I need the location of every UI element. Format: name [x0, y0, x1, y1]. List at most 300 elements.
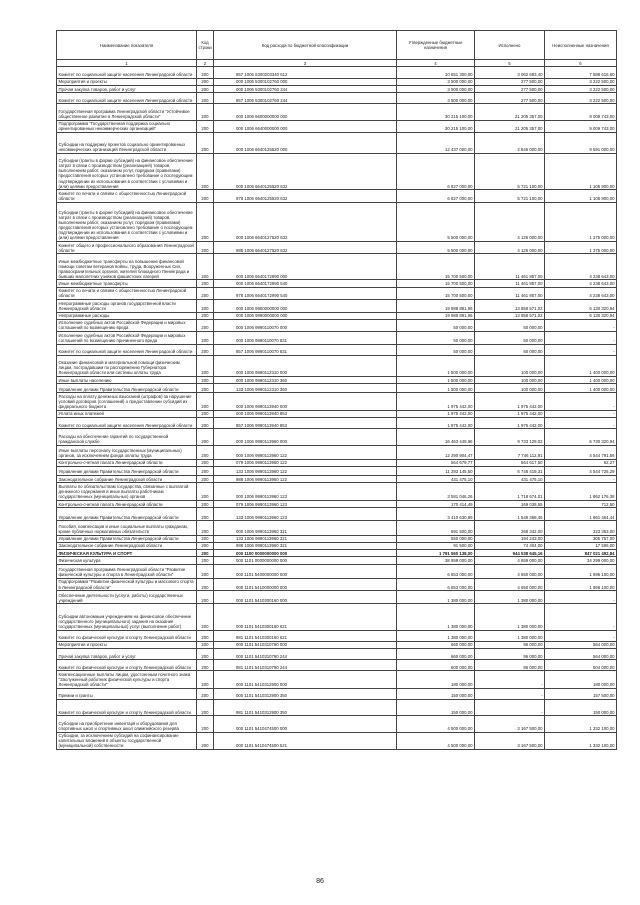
row-name: Обеспечение деятельности (услуги, работы) государственных учреждений: [57, 591, 197, 604]
row-name: Мероприятия и проекты: [57, 78, 197, 85]
row-name: Непрограммные расходы органов государственной власти Ленинградской области: [57, 300, 197, 312]
row-unexecuted: 3 222 500,00: [545, 85, 617, 92]
table-row: [57, 564, 617, 578]
table-row: [57, 93, 617, 104]
table-row: [57, 355, 617, 376]
row-name: Субсидии на поддержку проектов социально ориентированных некоммерческих организаций Ленинградской области: [57, 132, 197, 153]
row-line-code: 200: [197, 476, 214, 483]
row-unexecuted: 564 000,00: [545, 641, 617, 648]
row-budget-code: 988 1006 9990113960 122: [214, 476, 397, 483]
column-number: 5: [475, 60, 545, 67]
table-row: [57, 78, 617, 85]
table-row: [57, 557, 617, 564]
row-executed: 7 746 112,91: [475, 445, 545, 459]
row-name: Прочая закупка товаров, работ и услуг: [57, 85, 197, 92]
table-row: [57, 154, 617, 190]
row-name: Пособия, компенсации и иные социальные выплаты гражданам, кроме публичных нормативных обязательств: [57, 521, 197, 535]
table-row: [57, 649, 617, 660]
row-line-code: 200: [197, 93, 214, 104]
row-name: Комитет по печати и связям с общественностью Ленинградской области: [57, 287, 197, 299]
table-row: [57, 384, 617, 393]
row-unexecuted: 305 757,00: [545, 535, 617, 542]
row-budget-code: 000 1006 9900000000 000: [214, 300, 397, 312]
row-name: Непрограммные расходы: [57, 312, 197, 319]
row-approved: 591 500,00: [397, 521, 475, 535]
row-approved: 1 975 442,00: [397, 410, 475, 417]
row-executed: 277 500,00: [475, 85, 545, 92]
table-row: [57, 641, 617, 648]
row-executed: 277 500,00: [475, 93, 545, 104]
table-row: [57, 483, 617, 500]
row-unexecuted: 3 222 500,00: [545, 93, 617, 104]
row-executed: 50 000,00: [475, 319, 545, 331]
report-sheet: [56, 30, 616, 750]
column-number: 1: [57, 60, 197, 67]
row-executed: 4 650 000,00: [475, 564, 545, 578]
row-line-code: 200: [197, 254, 214, 280]
table-row: [57, 660, 617, 671]
row-name: Управление делами Правительства Ленинградской области: [57, 384, 197, 393]
row-approved: 3 500 000,00: [397, 85, 475, 92]
row-unexecuted: 1 105 900,00: [545, 154, 617, 190]
row-line-code: 200: [197, 120, 214, 132]
row-executed: 1 380 000,00: [475, 591, 545, 604]
row-budget-code: 133 1006 9990112310 360: [214, 384, 397, 393]
row-executed: 4 125 000,00: [475, 202, 545, 241]
table-row: [57, 418, 617, 429]
row-name: Премии и гранты: [57, 688, 197, 699]
row-budget-code: 000 1006 9990113940 000: [214, 393, 397, 410]
row-budget-code: 000 1101 5410000000 000: [214, 578, 397, 590]
row-line-code: 200: [197, 550, 214, 557]
table-row: [57, 410, 617, 417]
row-unexecuted: 1 996 100,00: [545, 578, 617, 590]
row-executed: 11 461 857,00: [475, 287, 545, 299]
row-budget-code: 981 1101 5410300160 621: [214, 630, 397, 641]
row-approved: 1 500 000,00: [397, 376, 475, 383]
row-name: Законодательное собрание Ленинградской области: [57, 542, 197, 549]
table-row: [57, 521, 617, 535]
row-name: Оказание финансовой и материальной помощи физическим лицам, пострадавшим по распоряжению Губернатора Ленинградской области или системы оплаты труда: [57, 355, 197, 376]
row-approved: 6 653 000,00: [397, 564, 475, 578]
table-row: [57, 671, 617, 688]
row-unexecuted: 6 130 320,94: [545, 312, 617, 319]
row-executed: -: [475, 671, 545, 688]
row-unexecuted: 1 375 000,00: [545, 202, 617, 241]
row-approved: 6 827 000,00: [397, 154, 475, 190]
table-row: [57, 319, 617, 331]
row-name: Управление делами Правительства Ленинградской области: [57, 466, 197, 475]
row-unexecuted: 34 299 000,00: [545, 557, 617, 564]
row-line-code: 200: [197, 508, 214, 521]
row-executed: 9 733 129,02: [475, 429, 545, 445]
row-budget-code: 079 1006 9990113960 122: [214, 459, 397, 466]
row-budget-code: 000 1006 9990113960 122: [214, 445, 397, 459]
row-line-code: 200: [197, 429, 214, 445]
row-line-code: 200: [197, 732, 214, 749]
row-line-code: 200: [197, 85, 214, 92]
row-name: Компенсационные выплаты лицам, удостоенным почетного знака "Заслуженный работник физической культуры и спорта Ленинградской области": [57, 671, 197, 688]
row-name: Комитет по физической культуре и спорту Ленинградской области: [57, 700, 197, 716]
column-number: 2: [197, 60, 214, 67]
row-name: ФИЗИЧЕСКАЯ КУЛЬТУРА И СПОРТ: [57, 550, 197, 557]
row-budget-code: 857 1006 9990113940 853: [214, 418, 397, 429]
table-row: [57, 120, 617, 132]
row-name: Подпрограмма "Государственная поддержка социально ориентированных некоммерческих организаций": [57, 120, 197, 132]
row-unexecuted: 9 009 743,00: [545, 104, 617, 120]
row-line-code: 200: [197, 716, 214, 732]
header-unexecuted: Неисполненные назначения: [545, 31, 617, 60]
row-unexecuted: 1 332 100,00: [545, 716, 617, 732]
table-row: [57, 104, 617, 120]
row-budget-code: 000 1101 5410310790 000: [214, 641, 397, 648]
row-budget-code: 000 1006 6640127520 632: [214, 202, 397, 241]
row-approved: 660 000,00: [397, 649, 475, 660]
row-budget-code: 981 1101 5410312900 350: [214, 700, 397, 716]
row-unexecuted: -: [545, 344, 617, 355]
row-budget-code: 000 1006 9990112310 000: [214, 355, 397, 376]
row-approved: 170 414,49: [397, 500, 475, 507]
row-approved: 180 000,00: [397, 671, 475, 688]
row-approved: 15 700 500,00: [397, 280, 475, 287]
row-approved: 1 380 000,00: [397, 591, 475, 604]
row-unexecuted: 1 400 000,00: [545, 384, 617, 393]
row-budget-code: 000 1101 5400000000 000: [214, 564, 397, 578]
row-name: Исполнение судебных актов Российской Федерации и мировых соглашений по возмещению причиненного вреда: [57, 332, 197, 344]
row-executed: 3 167 500,00: [475, 716, 545, 732]
row-line-code: 200: [197, 344, 214, 355]
row-line-code: 200: [197, 312, 214, 319]
header-executed: Исполнено: [475, 31, 545, 60]
row-line-code: 200: [197, 287, 214, 299]
row-approved: 50 000,00: [397, 332, 475, 344]
row-unexecuted: -: [545, 319, 617, 331]
row-unexecuted: -: [545, 410, 617, 417]
row-line-code: 200: [197, 649, 214, 660]
row-approved: 11 293 145,50: [397, 466, 475, 475]
row-unexecuted: 9 591 000,00: [545, 132, 617, 153]
row-line-code: 200: [197, 202, 214, 241]
row-approved: 16 463 449,96: [397, 429, 475, 445]
table-row: [57, 535, 617, 542]
row-approved: 1 975 442,00: [397, 418, 475, 429]
row-approved: 38 958 000,00: [397, 557, 475, 564]
table-row: [57, 312, 617, 319]
row-budget-code: 978 1006 6640125520 632: [214, 190, 397, 202]
table-row: [57, 376, 617, 383]
row-line-code: 200: [197, 132, 214, 153]
row-unexecuted: 4 544 726,29: [545, 466, 617, 475]
row-unexecuted: 62,27: [545, 459, 617, 466]
row-approved: 50 000,00: [397, 344, 475, 355]
row-line-code: 200: [197, 660, 214, 671]
row-executed: 1 718 674,01: [475, 483, 545, 500]
row-executed: 431 475,10: [475, 476, 545, 483]
row-approved: 15 700 500,00: [397, 254, 475, 280]
row-name: Контрольно-счетная палата Ленинградской области: [57, 500, 197, 507]
row-approved: 3 581 046,26: [397, 483, 475, 500]
row-budget-code: 133 1006 9990113960 321: [214, 535, 397, 542]
row-line-code: 200: [197, 241, 214, 253]
table-row: [57, 190, 617, 202]
table-row: [57, 604, 617, 630]
row-approved: 1 380 000,00: [397, 604, 475, 630]
column-number: 4: [397, 60, 475, 67]
column-number: 3: [214, 60, 397, 67]
row-approved: 12 437 000,00: [397, 132, 475, 153]
row-line-code: 200: [197, 319, 214, 331]
row-executed: 50 000,00: [475, 344, 545, 355]
row-line-code: 200: [197, 466, 214, 475]
header-name: Наименование показателя: [57, 31, 197, 60]
row-budget-code: 857 1006 9990110070 831: [214, 344, 397, 355]
table-row: [57, 476, 617, 483]
column-number: 6: [545, 60, 617, 67]
row-unexecuted: 1 400 000,00: [545, 355, 617, 376]
row-executed: 1 380 000,00: [475, 604, 545, 630]
row-unexecuted: -: [545, 604, 617, 630]
row-unexecuted: -: [545, 476, 617, 483]
row-approved: 1 500 000,00: [397, 355, 475, 376]
row-name: Мероприятия и проекты: [57, 641, 197, 648]
row-executed: 1 975 442,00: [475, 418, 545, 429]
table-row: [57, 591, 617, 604]
row-executed: 96 000,00: [475, 660, 545, 671]
table-row: [57, 393, 617, 410]
row-budget-code: 000 1006 9990112310 360: [214, 376, 397, 383]
row-approved: 150 000,00: [397, 688, 475, 699]
row-executed: 13 858 571,02: [475, 300, 545, 312]
row-name: Субсидии автономным учреждениям на финансовое обеспечение государственного (муниципального) задания на оказание государственных (муниципальных) услуг (выполнение работ): [57, 604, 197, 630]
row-line-code: 200: [197, 393, 214, 410]
row-budget-code: 133 1006 9990113960 123: [214, 508, 397, 521]
expenditure-table: [56, 30, 617, 750]
row-line-code: 200: [197, 332, 214, 344]
row-name: Уплата иных платежей: [57, 410, 197, 417]
row-budget-code: 988 1006 9990113960 321: [214, 542, 397, 549]
row-line-code: 200: [197, 535, 214, 542]
row-approved: 50 000,00: [397, 319, 475, 331]
row-budget-code: 000 1006 9990113960 000: [214, 429, 397, 445]
row-line-code: 200: [197, 355, 214, 376]
row-line-code: 200: [197, 521, 214, 535]
row-line-code: 200: [197, 410, 214, 417]
row-executed: 2 846 000,00: [475, 132, 545, 153]
row-unexecuted: 17 596,00: [545, 542, 617, 549]
page-number: 86: [316, 878, 324, 885]
row-budget-code: 000 1006 5300102760 000: [214, 78, 397, 85]
row-name: Комитет по социальной защите населения Ленинградской области: [57, 344, 197, 355]
row-executed: -: [475, 700, 545, 716]
row-budget-code: 000 1006 9990110070 831: [214, 332, 397, 344]
row-approved: 1 975 442,00: [397, 393, 475, 410]
row-budget-code: 000 1006 6600000000 000: [214, 104, 397, 120]
row-name: Субсидии, за исключением субсидий на софинансирование капитальных вложений в объекты государственной (муниципальной) собственности: [57, 732, 197, 749]
row-unexecuted: 9 009 743,00: [545, 120, 617, 132]
row-name: Комитет по печати и связям с общественностью Ленинградской области: [57, 190, 197, 202]
table-row: [57, 459, 617, 466]
row-unexecuted: -: [545, 630, 617, 641]
table-row: [57, 445, 617, 459]
row-approved: 4 500 000,00: [397, 716, 475, 732]
table-row: [57, 578, 617, 590]
header-approved: Утвержденные бюджетные назначения: [397, 31, 475, 60]
row-executed: 277 500,00: [475, 78, 545, 85]
row-executed: 194 243,00: [475, 535, 545, 542]
row-executed: 4 650 000,00: [475, 578, 545, 590]
row-budget-code: 000 1006 6640125520 632: [214, 154, 397, 190]
table-row: [57, 466, 617, 475]
row-name: Государственная программа Ленинградской области "Развитие физической культуры и спорта в Ленинградской области": [57, 564, 197, 578]
table-row: [57, 508, 617, 521]
table-row: [57, 67, 617, 78]
row-name: Комитет по физической культуре и спорту Ленинградской области: [57, 660, 197, 671]
row-name: Исполнение судебных актов Российской Федерации и мировых соглашений по возмещению вреда: [57, 319, 197, 331]
row-executed: 1 975 442,00: [475, 393, 545, 410]
row-executed: 169 038,55: [475, 500, 545, 507]
row-line-code: 200: [197, 604, 214, 630]
row-line-code: 200: [197, 483, 214, 500]
row-line-code: 200: [197, 688, 214, 699]
row-executed: 11 461 857,00: [475, 280, 545, 287]
row-budget-code: 000 1006 9990113960 321: [214, 521, 397, 535]
row-budget-code: 000 1101 5410300160 621: [214, 604, 397, 630]
row-executed: 96 000,00: [475, 649, 545, 660]
row-line-code: 200: [197, 700, 214, 716]
row-name: Иные выплаты населению: [57, 376, 197, 383]
row-approved: 12 290 904,47: [397, 445, 475, 459]
row-executed: 3 062 683,40: [475, 67, 545, 78]
row-executed: -: [475, 688, 545, 699]
row-executed: 564 617,50: [475, 459, 545, 466]
table-row: [57, 344, 617, 355]
table-row: [57, 202, 617, 241]
row-executed: 100 000,00: [475, 384, 545, 393]
row-line-code: 200: [197, 557, 214, 564]
row-executed: 21 205 357,00: [475, 104, 545, 120]
row-approved: 5 500 000,00: [397, 202, 475, 241]
row-executed: 4 659 000,00: [475, 557, 545, 564]
row-unexecuted: 4 238 643,00: [545, 254, 617, 280]
row-budget-code: 000 1100 0000000000 000: [214, 550, 397, 557]
row-name: Подпрограмма "Развитие физической культуры и массового спорта в Ленинградской области": [57, 578, 197, 590]
row-unexecuted: 1 862 176,38: [545, 483, 617, 500]
row-approved: 91 500,00: [397, 542, 475, 549]
row-executed: 13 858 571,02: [475, 312, 545, 319]
table-row: [57, 732, 617, 749]
header-line-code: Код строки: [197, 31, 214, 60]
row-executed: 944 538 645,16: [475, 550, 545, 557]
row-budget-code: 000 1006 6640172990 540: [214, 280, 397, 287]
row-line-code: 200: [197, 300, 214, 312]
row-approved: 600 000,00: [397, 660, 475, 671]
row-budget-code: 000 1006 9990000000 000: [214, 312, 397, 319]
row-unexecuted: 4 544 791,56: [545, 445, 617, 459]
row-budget-code: 000 1006 9990113960 123: [214, 483, 397, 500]
row-unexecuted: 564 000,00: [545, 649, 617, 660]
row-budget-code: 000 1006 6640172990 000: [214, 254, 397, 280]
row-budget-code: 985 1006 6640127520 632: [214, 241, 397, 253]
table-row: [57, 630, 617, 641]
row-unexecuted: 157 500,00: [545, 688, 617, 699]
table-row: [57, 254, 617, 280]
row-line-code: 200: [197, 280, 214, 287]
row-executed: 1 380 000,00: [475, 630, 545, 641]
row-executed: 100 000,00: [475, 355, 545, 376]
row-budget-code: 000 1006 5300102760 244: [214, 85, 397, 92]
row-name: Комитет по социальной защите населения Ленинградской области: [57, 418, 197, 429]
row-name: Иные межбюджетные трансферты на повышение финансовой помощи советам ветеранов войны, труда, Вооруженных Сил, правоохранительных органов, жителей блокадного Ленинграда и бывших малолетних узников фашистских лагерей: [57, 254, 197, 280]
table-row: [57, 550, 617, 557]
row-budget-code: 978 1006 6640172990 540: [214, 287, 397, 299]
row-budget-code: 000 1101 5410310790 244: [214, 649, 397, 660]
row-executed: 1 975 442,00: [475, 410, 545, 417]
row-budget-code: 000 1101 5410312900 350: [214, 688, 397, 699]
row-line-code: 200: [197, 418, 214, 429]
row-budget-code: 000 1006 9990110070 000: [214, 319, 397, 331]
row-line-code: 200: [197, 376, 214, 383]
row-line-code: 200: [197, 190, 214, 202]
row-budget-code: 000 1101 5410474500 000: [214, 716, 397, 732]
table-row: [57, 542, 617, 549]
table-row: [57, 688, 617, 699]
row-line-code: 200: [197, 154, 214, 190]
row-line-code: 200: [197, 671, 214, 688]
header-budget-code: Код расхода по бюджетной классификации: [214, 31, 397, 60]
row-unexecuted: 6 730 320,94: [545, 429, 617, 445]
row-approved: 5 500 000,00: [397, 241, 475, 253]
row-line-code: 200: [197, 641, 214, 648]
row-line-code: 200: [197, 459, 214, 466]
row-unexecuted: 1 375 000,00: [545, 241, 617, 253]
table-row: [57, 85, 617, 92]
table-row: [57, 500, 617, 507]
row-approved: 550 000,00: [397, 535, 475, 542]
row-line-code: 200: [197, 78, 214, 85]
row-line-code: 200: [197, 630, 214, 641]
row-unexecuted: 3 222 500,00: [545, 78, 617, 85]
row-unexecuted: 1 105 900,00: [545, 190, 617, 202]
row-name: Расходы на оплату денежных взысканий (штрафов) за нарушение условий договоров (соглашений) о предоставлении субсидий из федерального бюджета: [57, 393, 197, 410]
row-approved: 1 791 560 138,00: [397, 550, 475, 557]
row-name: Комитет по социальной защите населения Ленинградской области: [57, 93, 197, 104]
table-row: [57, 287, 617, 299]
row-unexecuted: 504 000,00: [545, 660, 617, 671]
row-name: Физическая культура: [57, 557, 197, 564]
row-name: Управление делами Правительства Ленинградской области: [57, 535, 197, 542]
row-approved: 30 215 100,00: [397, 120, 475, 132]
table-row: [57, 700, 617, 716]
row-approved: 15 700 500,00: [397, 287, 475, 299]
row-approved: 19 988 891,96: [397, 312, 475, 319]
row-executed: 5 721 100,00: [475, 190, 545, 202]
row-name: Субсидии (гранты в форме субсидий) на финансовое обеспечение затрат в связи с производством (реализацией) товаров, выполнением работ, оказанием услуг, порядком (правилами) предоставления которых установлено требование о последующем подтверждении их использования в соответствии с условиями и (или) целями предоставления: [57, 154, 197, 190]
row-name: Расходы на обеспечение гарантий по государственной гражданской службе: [57, 429, 197, 445]
row-name: Субсидии (гранты в форме субсидий) на финансовое обеспечение затрат в связи с производством (реализацией) товаров, выполнением работ, оказанием услуг, порядком (правилами) предоставления которых установлено требование о последующем подтверждении их использования в соответствии с условиями и (или) целями предоставления: [57, 202, 197, 241]
row-budget-code: 981 1101 5410310790 244: [214, 660, 397, 671]
row-budget-code: 857 1006 5300102760 244: [214, 93, 397, 104]
row-unexecuted: 1 400 000,00: [545, 376, 617, 383]
row-unexecuted: 4 238 643,00: [545, 280, 617, 287]
row-unexecuted: 180 000,00: [545, 671, 617, 688]
row-approved: 564 679,77: [397, 459, 475, 466]
row-budget-code: 133 1006 9990113960 122: [214, 466, 397, 475]
row-name: Комитет по физической культуре и спорту Ленинградской области: [57, 630, 197, 641]
row-approved: 30 215 100,00: [397, 104, 475, 120]
row-approved: 150 000,00: [397, 700, 475, 716]
row-line-code: 200: [197, 384, 214, 393]
row-unexecuted: 712,50: [545, 500, 617, 507]
